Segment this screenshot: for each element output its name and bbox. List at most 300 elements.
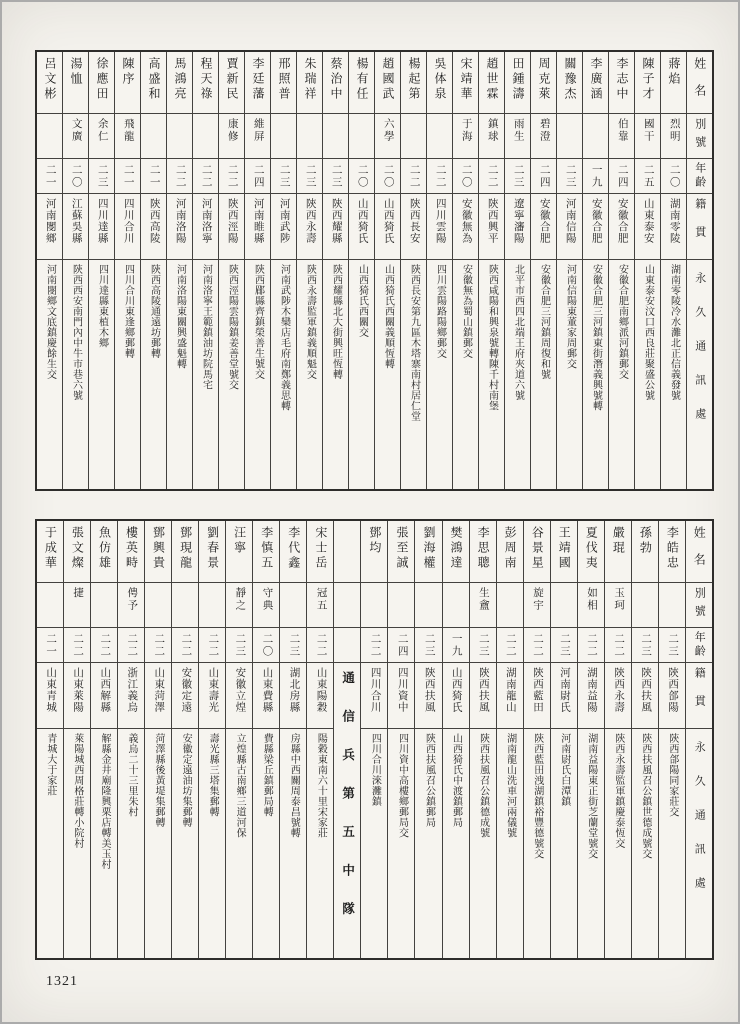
entry-age-text: 二四 [616,163,628,189]
entry-address-text: 山西猗氏中渡鎮郵局 [450,733,462,828]
entry-age-text: 二一 [122,163,134,189]
entry-address-text: 陝西耀縣北大街興旺恆轉 [330,264,342,380]
entry-address-text: 陝西郿縣齊鎮榮善生號交 [252,264,264,380]
entry-name-text: 鄧現龍 [178,526,193,571]
entry-native-place [361,663,387,729]
section-title [334,663,360,958]
entry-age [91,628,117,663]
entry-address [632,729,658,958]
entry-address [551,729,577,958]
entry-age [609,159,634,194]
entry-age [659,628,685,663]
entry-alias [524,583,550,628]
entry-column [322,52,348,489]
entry-age [226,628,252,663]
entry-name-text: 吳体泉 [433,57,447,102]
entry-name [505,52,530,114]
entry-name-text: 劉春景 [205,526,220,571]
entry-name-text: 張文燦 [70,526,85,571]
entry-native-place [172,663,198,729]
entry-name [141,52,166,114]
entry-name [401,52,426,114]
entry-address-text: 安徽合肥三河鎮周復和號 [538,264,550,380]
entry-alias-text: 靜之 [234,587,246,612]
entry-address [427,260,452,489]
entry-name [470,521,496,583]
entry-native-place [349,194,374,260]
entry-address [89,260,114,489]
entry-address [115,260,140,489]
entry-name [219,52,244,114]
entry-native-place [37,194,62,260]
entry-column [90,521,117,958]
entry-native-place-text: 陝西涇陽 [226,198,238,244]
entry-alias-text: 康修 [226,118,238,143]
section-empty-alias [334,583,360,628]
entry-age-text: 二二 [613,632,625,658]
entry-native-place-text: 安徽合肥 [590,198,602,244]
entry-name [415,521,441,583]
entry-alias-text: 國干 [642,118,654,143]
entry-address-text: 陝西藍田洩湖鎮裕豐德號交 [531,733,543,859]
entry-column [530,52,556,489]
entry-alias [280,583,306,628]
entry-alias [323,114,348,159]
entry-alias-text: 冠五 [315,587,327,612]
entry-name-text: 徐應田 [95,57,109,102]
entry-address [578,729,604,958]
entry-column [37,52,62,489]
entry-address [659,729,685,958]
header-name [686,521,712,583]
entry-native-place [557,194,582,260]
entry-column [348,52,374,489]
entry-address [253,729,279,958]
entry-age [635,159,660,194]
entry-column [306,521,333,958]
entry-alias [115,114,140,159]
entry-name [89,52,114,114]
entry-name-text: 李志中 [615,57,629,102]
entry-native-place-text: 陝西耀縣 [330,198,342,244]
entry-column [400,52,426,489]
entry-native-place-text: 山西猗氏 [356,198,368,244]
header-alias [686,583,712,628]
entry-native-place-text: 安徽立煌 [234,667,246,713]
entry-column [225,521,252,958]
entry-native-place-text: 江蘇吳縣 [70,198,82,244]
entry-address-text: 陝西永壽監軍鎮義順魁交 [304,264,316,380]
entry-name [427,52,452,114]
entry-column [140,52,166,489]
entry-address-text: 四川資中高樓鄉郵局交 [396,733,408,838]
entry-age [193,159,218,194]
entry-native-place-text: 河南信陽 [564,198,576,244]
entry-native-place [91,663,117,729]
entry-alias [172,583,198,628]
entry-age-text: 二二 [434,163,446,189]
entry-age [307,628,333,663]
entry-address [497,729,523,958]
entry-native-place-text: 湖南龍山 [504,667,516,713]
entry-native-place-text: 陝西長安 [408,198,420,244]
entry-name [193,52,218,114]
entry-name-text: 宋靖華 [459,57,473,102]
entry-address-text: 陝西扶風召公鎮德成號 [477,733,489,838]
entry-name-text: 趙國武 [381,57,395,102]
entry-age [578,628,604,663]
entry-age-text: 二二 [72,632,84,658]
entry-address-text: 河南洛寧王範鎮油坊院馬宅 [200,264,212,390]
entry-name [91,521,117,583]
entry-native-place [635,194,660,260]
entry-alias [245,114,270,159]
entry-name-text: 魚仿雄 [97,526,112,571]
entry-address [219,260,244,489]
entry-alias [661,114,686,159]
entry-native-place [470,663,496,729]
entry-name [479,52,504,114]
entry-alias [219,114,244,159]
entry-address-text: 安徽合肥三河鎮東街潛義興號轉 [590,264,602,411]
entry-alias [453,114,478,159]
entry-name [253,521,279,583]
entry-address-text: 義烏二十三里朱村 [125,733,137,817]
entry-address [557,260,582,489]
entry-column [192,52,218,489]
entry-age [453,159,478,194]
entry-name [172,521,198,583]
section-empty-name [334,521,360,583]
entry-age-text: 二二 [369,632,381,658]
entry-native-place-text: 四川資中 [396,667,408,713]
entry-column [166,52,192,489]
entry-name [199,521,225,583]
entry-address-text: 陝西咸陽和興泉號轉陳千村南堡 [486,264,498,411]
entry-column [414,521,441,958]
entry-alias [531,114,556,159]
entry-age [199,628,225,663]
header-native-place-text: 籍貫 [693,198,706,254]
entry-age-text: 二〇 [460,163,472,189]
entry-age [245,159,270,194]
entry-native-place [167,194,192,260]
entry-age-text: 二二 [531,632,543,658]
entry-alias [349,114,374,159]
entry-native-place [245,194,270,260]
entry-age [557,159,582,194]
entry-column [442,521,469,958]
entry-age [470,628,496,663]
entry-alias [91,583,117,628]
entry-address [172,729,198,958]
entry-column [523,521,550,958]
entry-age [583,159,608,194]
entry-native-place [505,194,530,260]
entry-age-text: 二二 [153,632,165,658]
entry-age [219,159,244,194]
entry-name-text: 陳子才 [641,57,655,102]
roster-table-bottom [35,519,714,960]
entry-address [37,729,63,958]
entry-name-text: 汪寧 [232,526,247,556]
entry-name-text: 宋士岳 [313,526,328,571]
entry-column [556,52,582,489]
entry-native-place-text: 四川雲陽 [434,198,446,244]
entry-name-text: 高盛和 [147,57,161,102]
entry-address [63,260,88,489]
entry-native-place-text: 河南武陟 [278,198,290,244]
entry-native-place [415,663,441,729]
entry-age-text: 二二 [408,163,420,189]
entry-address [118,729,144,958]
entry-alias [497,583,523,628]
header-alias-text: 別號 [693,587,706,623]
entry-address-text: 陝西永壽監軍鎮慶泰恆交 [612,733,624,849]
entry-name-text: 關豫杰 [563,57,577,102]
entry-name-text: 朱瑞祥 [303,57,317,102]
entry-name [245,52,270,114]
entry-alias [64,583,90,628]
entry-age [323,159,348,194]
entry-alias-text: 文廣 [70,118,82,143]
entry-alias [141,114,166,159]
entry-age-text: 二三 [558,632,570,658]
entry-column [550,521,577,958]
entry-alias-text: 雨生 [512,118,524,143]
entry-native-place-text: 山東陽穀 [315,667,327,713]
entry-name [323,52,348,114]
entry-column [296,52,322,489]
entry-native-place-text: 山東泰安 [642,198,654,244]
entry-native-place-text: 山西解縣 [99,667,111,713]
entry-name [524,521,550,583]
entry-address-text: 河南武陟木欒店毛府南鄭義思轉 [278,264,290,411]
entry-name-text: 李慎五 [259,526,274,571]
entry-address-text: 安徽合肥南鄉派河鎮郵交 [616,264,628,380]
entry-native-place-text: 陝西永壽 [304,198,316,244]
header-address [686,729,712,958]
entry-alias [297,114,322,159]
section-column [333,521,360,958]
header-native-place-text: 籍貫 [693,667,706,723]
entry-name-text: 邢照普 [277,57,291,102]
entry-native-place [375,194,400,260]
entry-address-text: 解縣金井廟隆興栗店轉美玉村 [98,733,110,870]
entry-address-text: 山東泰安汶口西良莊聚盛公號 [642,264,654,401]
entry-native-place [64,663,90,729]
entry-name-text: 彭周南 [503,526,518,571]
entry-address-text: 費縣梁丘鎮郵局轉 [261,733,273,817]
entry-age-text: 二二 [586,632,598,658]
entry-name [307,521,333,583]
entry-address [307,729,333,958]
entry-address-text: 河南洛陽東關興盛魁轉 [174,264,186,369]
entry-age-text: 二二 [126,632,138,658]
entry-column [198,521,225,958]
entry-age-text: 二四 [396,632,408,658]
entry-age [479,159,504,194]
entry-age [167,159,192,194]
header-age-text: 年齡 [693,162,706,190]
entry-age [145,628,171,663]
entry-column [244,52,270,489]
entry-native-place-text: 山東青城 [45,667,57,713]
entry-alias-text: 如相 [586,587,598,612]
entry-address [193,260,218,489]
entry-alias [118,583,144,628]
entry-age [632,628,658,663]
entry-name [37,52,62,114]
entry-column [658,521,685,958]
entry-name [297,52,322,114]
entry-age-text: 二三 [640,632,652,658]
entry-name [531,52,556,114]
entry-alias-text: 飛龍 [122,118,134,143]
entry-native-place [226,663,252,729]
entry-native-place [479,194,504,260]
entry-address-text: 壽光縣三塔集郵轉 [207,733,219,817]
entry-name [609,52,634,114]
entry-age [497,628,523,663]
entry-name [388,521,414,583]
entry-age-text: 二三 [278,163,290,189]
entry-name-text: 程天祿 [199,57,213,102]
entry-name-text: 嚴琨 [611,526,626,556]
entry-age [375,159,400,194]
entry-alias [505,114,530,159]
entry-age [505,159,530,194]
entry-age-text: 二二 [486,163,498,189]
header-name-text: 姓名 [692,526,707,580]
entry-native-place-text: 山東壽光 [207,667,219,713]
entry-native-place-text: 河南洛寧 [200,198,212,244]
entry-name [453,52,478,114]
entry-alias-text: 守典 [261,587,273,612]
entry-name [167,52,192,114]
entry-address [470,729,496,958]
entry-native-place-text: 陝西郃陽 [667,667,679,713]
entry-name-text: 張至誠 [394,526,409,571]
entry-alias [635,114,660,159]
roster-table-top [35,50,714,491]
entry-age-text: 二三 [96,163,108,189]
entry-address [361,729,387,958]
entry-alias [388,583,414,628]
entry-address-text: 陽穀東南六十里宋家莊 [315,733,327,838]
entry-alias-text: 六學 [382,118,394,143]
entry-age [661,159,686,194]
entry-age-text: 二二 [174,163,186,189]
entry-age-text: 二〇 [70,163,82,189]
entry-address-text: 山西猗氏西關義順恆轉 [382,264,394,369]
entry-address [64,729,90,958]
entry-address-text: 河南閿鄉文底鎮慶餘生交 [44,264,56,380]
entry-alias-text: 余仁 [96,118,108,143]
entry-name [64,521,90,583]
entry-alias [89,114,114,159]
entry-native-place [531,194,556,260]
entry-native-place-text: 安徽定遠 [180,667,192,713]
entry-name [605,521,631,583]
entry-native-place [453,194,478,260]
entry-native-place-text: 陝西興平 [486,198,498,244]
entry-column [62,52,88,489]
section-empty-age [334,628,360,663]
entry-age-text: 二二 [315,632,327,658]
entry-address [453,260,478,489]
entry-name [361,521,387,583]
entry-address [167,260,192,489]
entry-native-place [578,663,604,729]
entry-alias-text: 捷 [72,587,84,600]
entry-address-text: 房縣中西關周泰昌號轉 [288,733,300,838]
entry-name-text: 谷景星 [530,526,545,571]
entry-address-text: 青城大于家莊 [44,733,56,796]
entry-name-text: 夏伐夷 [584,526,599,571]
entry-age [531,159,556,194]
entry-alias [63,114,88,159]
entry-column [608,52,634,489]
entry-column [171,521,198,958]
entry-age [115,159,140,194]
entry-native-place [497,663,523,729]
entry-column [582,52,608,489]
entry-native-place-text: 安徽合肥 [616,198,628,244]
entry-address [37,260,62,489]
entry-address [524,729,550,958]
entry-native-place-text: 安徽合肥 [538,198,550,244]
entry-address [280,729,306,958]
entry-address [245,260,270,489]
entry-native-place-text: 陝西藍田 [531,667,543,713]
entry-name [349,52,374,114]
entry-alias [37,583,63,628]
entry-address-text: 陝西長安第九區木塔寨南村居仁堂 [408,264,420,422]
entry-name [557,52,582,114]
entry-age [37,628,63,663]
entry-native-place-text: 陝西扶風 [477,667,489,713]
entry-address [388,729,414,958]
entry-native-place-text: 遼寧瀋陽 [512,198,524,244]
entry-age-text: 二二 [200,163,212,189]
entry-name-text: 王靖國 [557,526,572,571]
entry-alias-text: 碧澄 [538,118,550,143]
entry-name-text: 李廷藩 [251,57,265,102]
entry-age-text: 二一 [44,163,56,189]
header-alias [687,114,712,159]
entry-column [37,521,63,958]
entry-alias [271,114,296,159]
header-age [686,628,712,663]
entry-address-text: 湖南益陽東正街芝蘭堂號交 [585,733,597,859]
header-name-text: 姓名 [692,57,707,111]
entry-address [443,729,469,958]
entry-age [89,159,114,194]
entry-address-text: 陝西高陵通遠坊郵轉 [148,264,160,359]
entry-age [280,628,306,663]
entry-native-place-text: 四川合川 [369,667,381,713]
entry-age-text: 二三 [304,163,316,189]
entry-name [443,521,469,583]
entry-alias [479,114,504,159]
entry-name-text: 鄧均 [367,526,382,556]
entry-age [172,628,198,663]
entry-native-place [271,194,296,260]
entry-native-place [253,663,279,729]
entry-name [578,521,604,583]
entry-address [226,729,252,958]
